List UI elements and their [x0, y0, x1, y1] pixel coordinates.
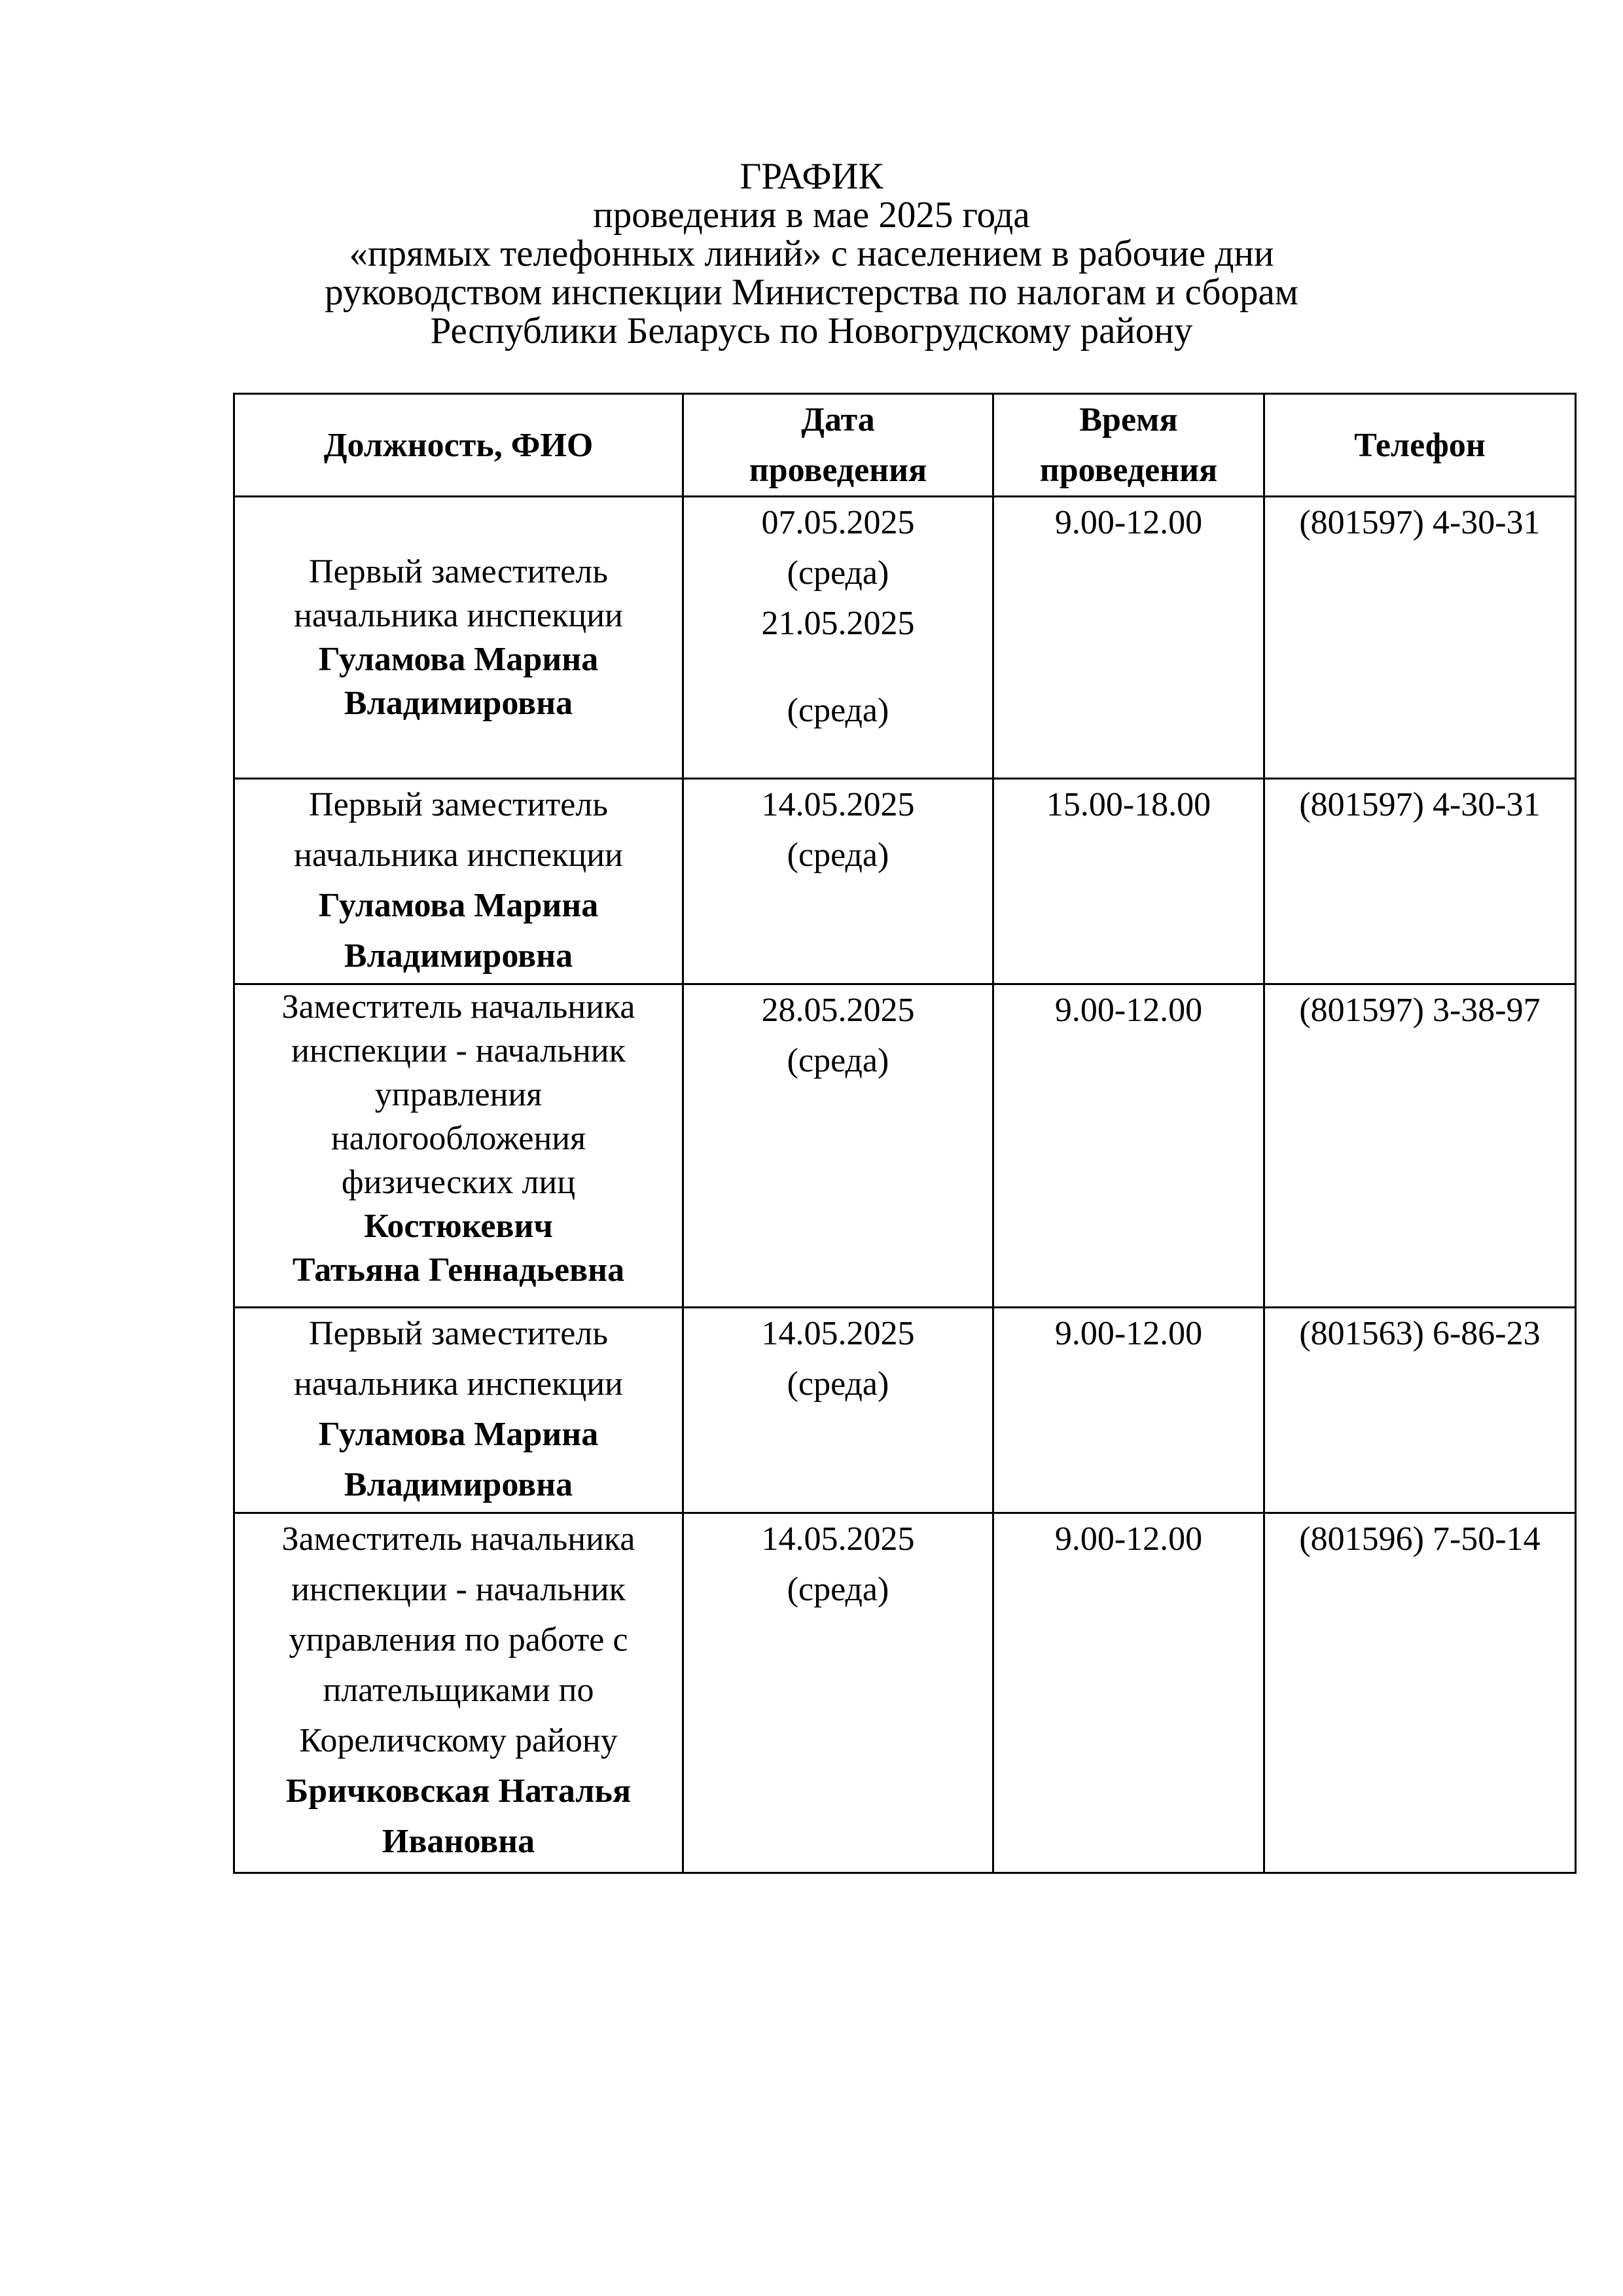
date-cell: 28.05.2025 (среда) [683, 984, 993, 1308]
title-line-3: «прямых телефонных линий» с населением в рабочие дни [349, 233, 1274, 274]
date-cell: 07.05.2025 (среда) 21.05.2025 (среда) [683, 497, 993, 779]
phone-cell: (801597) 4-30-31 [1264, 779, 1576, 984]
time-cell: 9.00-12.00 [993, 1513, 1264, 1873]
time-cell: 9.00-12.00 [993, 1308, 1264, 1513]
phone-cell: (801563) 6-86-23 [1264, 1308, 1576, 1513]
header-date: Дата проведения [683, 394, 993, 497]
title-line-4: руководством инспекции Министерства по налогам и сборам [325, 272, 1298, 313]
position-cell: Заместитель начальника инспекции - начальник управления налогообложения физических лиц Костюкевич Татьяна Геннадьевна [234, 984, 683, 1308]
header-position: Должность, ФИО [234, 394, 683, 497]
table-row [234, 1513, 1576, 1873]
date-cell: 14.05.2025 (среда) [683, 1513, 993, 1873]
position-cell: Заместитель начальника инспекции - начальник управления по работе с плательщиками по Кореличскому району Бричковская Наталья Ивановна [234, 1513, 683, 1873]
title-line-1: ГРАФИК [740, 156, 883, 197]
table-row [234, 1308, 1576, 1513]
date-cell: 14.05.2025 (среда) [683, 1308, 993, 1513]
table-row [234, 984, 1576, 1308]
phone-cell: (801597) 3-38-97 [1264, 984, 1576, 1308]
table-row [234, 497, 1576, 779]
phone-cell: (801597) 4-30-31 [1264, 497, 1576, 779]
time-cell: 15.00-18.00 [993, 779, 1264, 984]
header-phone: Телефон [1264, 394, 1576, 497]
title-line-2: проведения в мае 2025 года [593, 194, 1030, 236]
title-line-5: Республики Беларусь по Новогрудскому району [430, 310, 1193, 351]
document-title [0, 157, 1623, 350]
phone-cell: (801596) 7-50-14 [1264, 1513, 1576, 1873]
position-cell: Первый заместитель начальника инспекции Гуламова Марина Владимировна [234, 1308, 683, 1513]
table-row [234, 779, 1576, 984]
time-cell: 9.00-12.00 [993, 497, 1264, 779]
schedule-table [233, 393, 1577, 1874]
position-cell: Первый заместитель начальника инспекции Гуламова Марина Владимировна [234, 497, 683, 779]
table-header-row [234, 394, 1576, 497]
date-cell: 14.05.2025 (среда) [683, 779, 993, 984]
position-cell: Первый заместитель начальника инспекции Гуламова Марина Владимировна [234, 779, 683, 984]
time-cell: 9.00-12.00 [993, 984, 1264, 1308]
header-time: Время проведения [993, 394, 1264, 497]
